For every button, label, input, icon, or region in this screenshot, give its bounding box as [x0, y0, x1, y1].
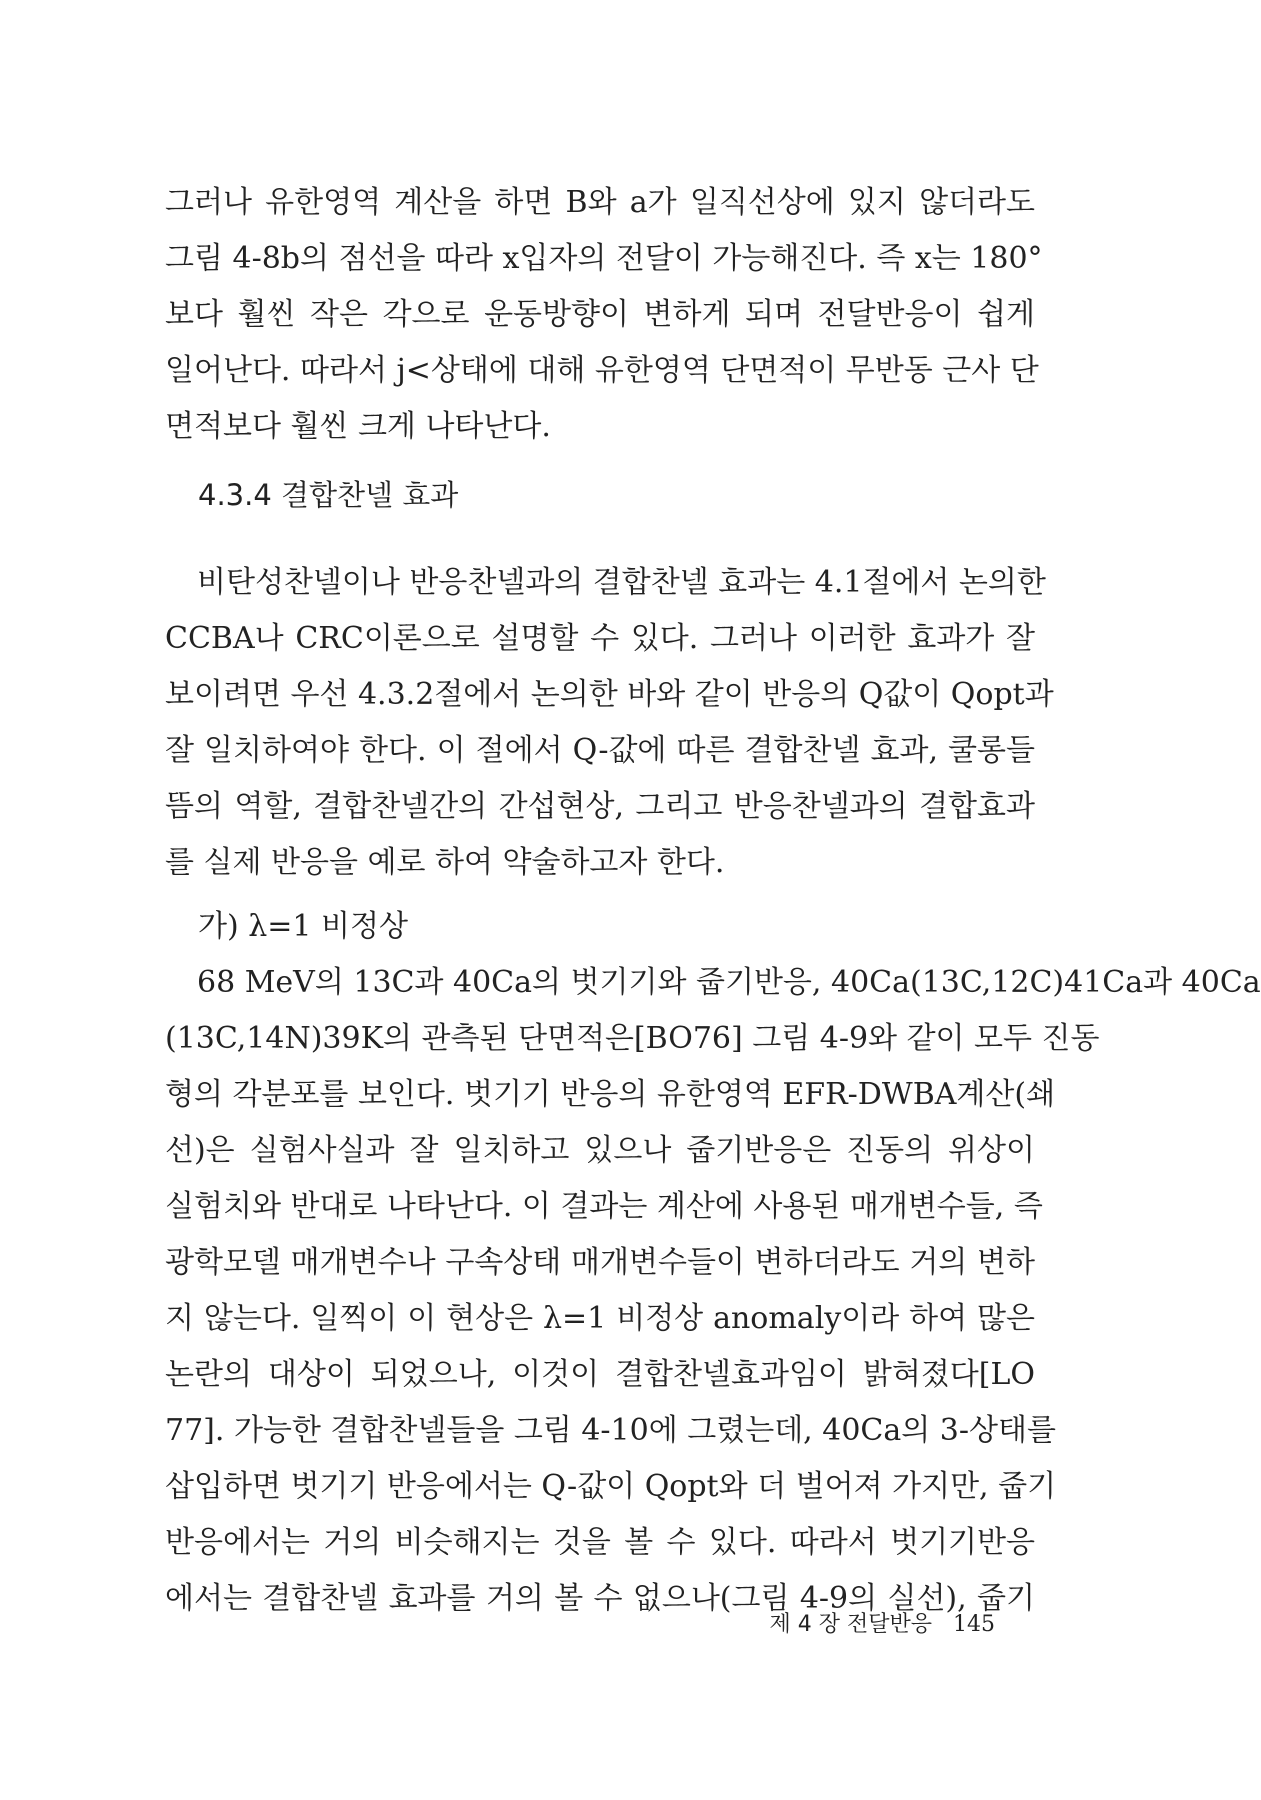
text-line: CCBA나 CRC이론으로 설명할 수 있다. 그러나 이러한 효과가 잘 — [165, 621, 1035, 656]
page-number: 145 — [953, 1612, 995, 1637]
page-footer — [770, 1610, 996, 1640]
text-line: 선)은 실험사실과 잘 일치하고 있으나 줍기반응은 진동의 위상이 — [165, 1133, 1035, 1168]
text-line: 삽입하면 벗기기 반응에서는 Q-값이 Qopt와 더 벌어져 가지만, 줍기 — [165, 1469, 1057, 1504]
text-line: 68 MeV의 13C과 40Ca의 벗기기와 줍기반응, 40Ca(13C,12C)41Ca과 40Ca — [197, 965, 1261, 1000]
text-line: 잘 일치하여야 한다. 이 절에서 Q-값에 따른 결합찬넬 효과, 쿨롱들 — [165, 733, 1035, 768]
paragraph-lambda-anomaly — [165, 955, 1261, 1627]
text-line: 보이려면 우선 4.3.2절에서 논의한 바와 같이 반응의 Q값이 Qopt과 — [165, 677, 1054, 712]
text-line: 77]. 가능한 결합찬넬들을 그림 4-10에 그렸는데, 40Ca의 3-상태를 — [165, 1413, 1056, 1448]
text-line: 광학모델 매개변수나 구속상태 매개변수들이 변하더라도 거의 변하 — [165, 1245, 1035, 1280]
text-line: 보다 훨씬 작은 각으로 운동방향이 변하게 되며 전달반응이 쉽게 — [165, 297, 1035, 332]
text-line: 에서는 결합찬넬 효과를 거의 볼 수 없으나(그림 4-9의 실선), 줍기 — [165, 1581, 1035, 1616]
text-line: 논란의 대상이 되었으나, 이것이 결합찬넬효과임이 밝혀졌다[LO — [165, 1357, 1035, 1392]
text-line: (13C,14N)39K의 관측된 단면적은[BO76] 그림 4-9와 같이 모두 진동 — [165, 1021, 1100, 1056]
text-line: 면적보다 훨씬 크게 나타난다. — [165, 409, 551, 444]
text-line: 그러나 유한영역 계산을 하면 B와 a가 일직선상에 있지 않더라도 — [165, 185, 1035, 220]
text-line: 뜸의 역할, 결합찬넬간의 간섭현상, 그리고 반응찬넬과의 결합효과 — [165, 789, 1035, 824]
paragraph-coupled-channel-intro — [165, 555, 1054, 891]
section-heading: 4.3.4 결합찬넬 효과 — [198, 478, 459, 512]
text-line: 비탄성찬넬이나 반응찬넬과의 결합찬넬 효과는 4.1절에서 논의한 — [197, 565, 1046, 600]
text-line: 반응에서는 거의 비슷해지는 것을 볼 수 있다. 따라서 벗기기반응 — [165, 1525, 1035, 1560]
sub-heading: 가) λ=1 비정상 — [198, 909, 408, 944]
text-line: 형의 각분포를 보인다. 벗기기 반응의 유한영역 EFR-DWBA계산(쇄 — [165, 1077, 1056, 1112]
text-line: 지 않는다. 일찍이 이 현상은 λ=1 비정상 anomaly이라 하여 많은 — [165, 1301, 1035, 1336]
chapter-title: 제 4 장 전달반응 — [769, 1612, 932, 1637]
text-line: 를 실제 반응을 예로 하여 약술하고자 한다. — [165, 845, 725, 880]
paragraph-finite-range — [165, 175, 1043, 455]
text-line: 실험치와 반대로 나타난다. 이 결과는 계산에 사용된 매개변수들, 즉 — [165, 1189, 1043, 1224]
text-line: 그림 4-8b의 점선을 따라 x입자의 전달이 가능해진다. 즉 x는 180° — [165, 241, 1043, 276]
text-line: 일어난다. 따라서 j<상태에 대해 유한영역 단면적이 무반동 근사 단 — [165, 353, 1039, 388]
